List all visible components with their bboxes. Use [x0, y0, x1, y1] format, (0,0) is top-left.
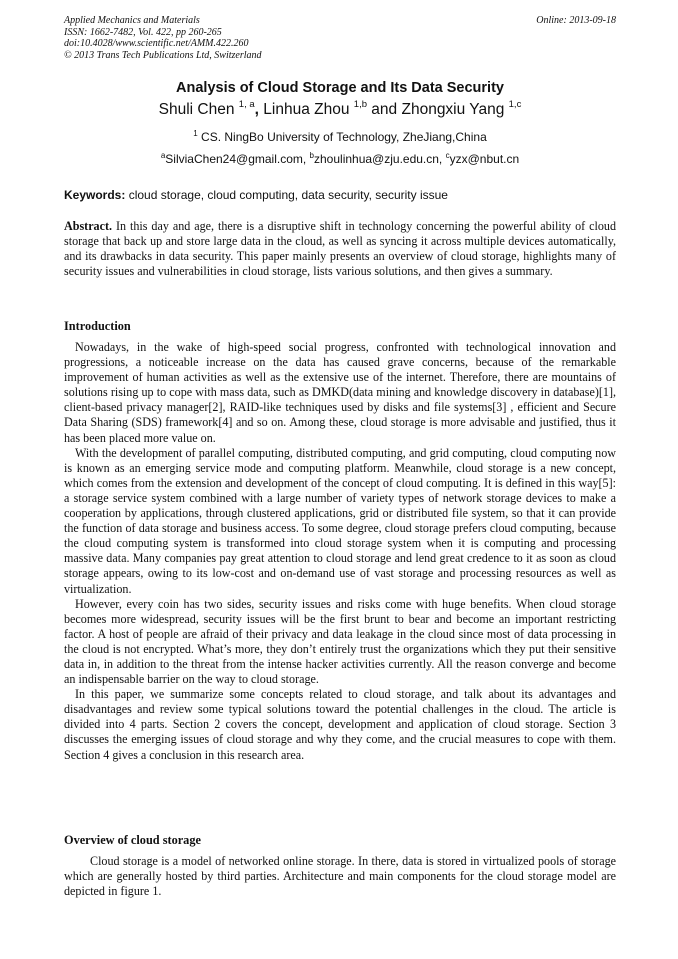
paragraph: In this paper, we summarize some concepts related to cloud storage, and talk about its advantages and disadvantages and review some typical solutions toward the potential challenges in the cloud. The article is divided into 4 parts. Section 2 covers the concept, development and application of cloud storage. Section 3 discusses the emerging issues of cloud storage and why they come, and the crucial measures to cope with them. Section 4 gives a conclusion in this research area.	[64, 687, 616, 762]
author-list	[64, 101, 616, 119]
journal-name: Applied Mechanics and Materials	[64, 15, 200, 26]
abstract-text: In this day and age, there is a disruptive shift in technology concerning the powerful ability of cloud storage that back up and store large data in the cloud, as well as syncing it across multiple devices automatically, and its drawbacks in data security. This paper mainly presents an overview of cloud storage, highlights many of security issues and vulnerabilities in cloud storage, lists various solutions, and then gives a summary.	[64, 219, 616, 279]
journal-copyright: © 2013 Trans Tech Publications Ltd, Switzerland	[64, 49, 262, 61]
email-mark: c	[445, 151, 450, 160]
keywords-label: Keywords:	[64, 188, 126, 202]
email-mark: b	[309, 151, 314, 160]
author-emails	[64, 152, 616, 166]
journal-info	[64, 15, 616, 61]
keywords	[64, 188, 616, 202]
affiliation	[64, 130, 616, 144]
abstract-label: Abstract.	[64, 219, 113, 233]
keywords-text: cloud storage, cloud computing, data security, security issue	[125, 188, 448, 202]
author-affiliation-mark: 1, a	[238, 99, 255, 110]
author-separator: ,	[254, 101, 264, 118]
journal-doi[interactable]: doi:10.4028/www.scientific.net/AMM.422.260	[64, 38, 249, 49]
author-affiliation-mark: 1,c	[508, 99, 522, 110]
email-address[interactable]: SilviaChen24@gmail.com,	[165, 152, 310, 166]
affiliation-text: CS. NingBo University of Technology, ZheJiang,China	[197, 130, 487, 144]
email-address[interactable]: zhoulinhua@zju.edu.cn,	[314, 152, 446, 166]
paragraph: Nowadays, in the wake of high-speed social progress, confronted with technological innovation and progressions, a noticeable increase on the data has caused grave concerns, because of the remarkable improvement of human activities as well as the extensive use of the internet. Therefore, there are mountains of solutions rising up to cope with mass data, such as DMKD(data mining and knowledge discovery in database)[1], client-based privacy manager[2], RAID-like techniques used by disks and file systems[3] , efficient and Secure Data Sharing (SDS) framework[4] and so on. Among these, cloud storage is more advisable and justified, thus it has been placed more value on.	[64, 340, 616, 445]
author-separator: and	[367, 101, 402, 118]
section-heading-introduction: Introduction	[64, 319, 131, 333]
online-date: Online: 2013-09-18	[536, 15, 616, 26]
paragraph: However, every coin has two sides, security issues and risks come with huge benefits. When cloud storage becomes more widespread, security issues will be the first brunt to bear and become an important restricting factor. A host of people are afraid of their privacy and data leakage in the cloud since most of data processing in the cloud is not encrypted. What’s more, they don’t entirely trust the organizations which they put their sensitive data in, in addition to the threat from the intense hacker activities currently. All the reason converge and become an indispensable barrier on the way to cloud storage.	[64, 596, 616, 687]
paragraph: Cloud storage is a model of networked online storage. In there, data is stored in virtualized pools of storage which are generally hosted by third parties. Architecture and main components for the cloud storage model are depicted in figure 1.	[64, 854, 616, 899]
abstract	[64, 219, 616, 279]
paragraph: With the development of parallel computing, distributed computing, and grid computing, cloud computing now is known as an emerging service mode and computing platform. Meanwhile, cloud storage is a new concept, which comes from the extension and development of the concept of cloud computing. It is defined in this way[5]: a storage service system combined with a large number of variety types of network storage devices to make a cooperation by applications, through clustered applications, grid or distributed file system, so that it can provide the function of data storage and business access. To some degree, cloud storage prefers cloud computing, because the cloud computing system is transformed into cloud storage system when it is computing and processing massive data. Many companies pay great attention to cloud storage and lend great credence to it as soon as cloud storage appears, owing to its low-cost and on-demand use of vast storage and processing resources as well as virtualization.	[64, 445, 616, 596]
overview-section	[64, 854, 616, 899]
paper-title: Analysis of Cloud Storage and Its Data Security	[176, 80, 504, 96]
email-mark: a	[160, 151, 166, 160]
affiliation-mark: 1	[193, 129, 198, 138]
section-heading-overview: Overview of cloud storage	[64, 833, 201, 847]
journal-issn: ISSN: 1662-7482, Vol. 422, pp 260-265	[64, 26, 222, 38]
author-name: Zhongxiu Yang	[401, 101, 505, 118]
author-affiliation-mark: 1,b	[353, 99, 367, 110]
introduction-section	[64, 340, 616, 763]
author-name: Shuli Chen	[158, 101, 235, 118]
journal-header	[64, 15, 616, 61]
author-name: Linhua Zhou	[263, 101, 350, 118]
email-address[interactable]: yzx@nbut.cn	[449, 152, 520, 166]
